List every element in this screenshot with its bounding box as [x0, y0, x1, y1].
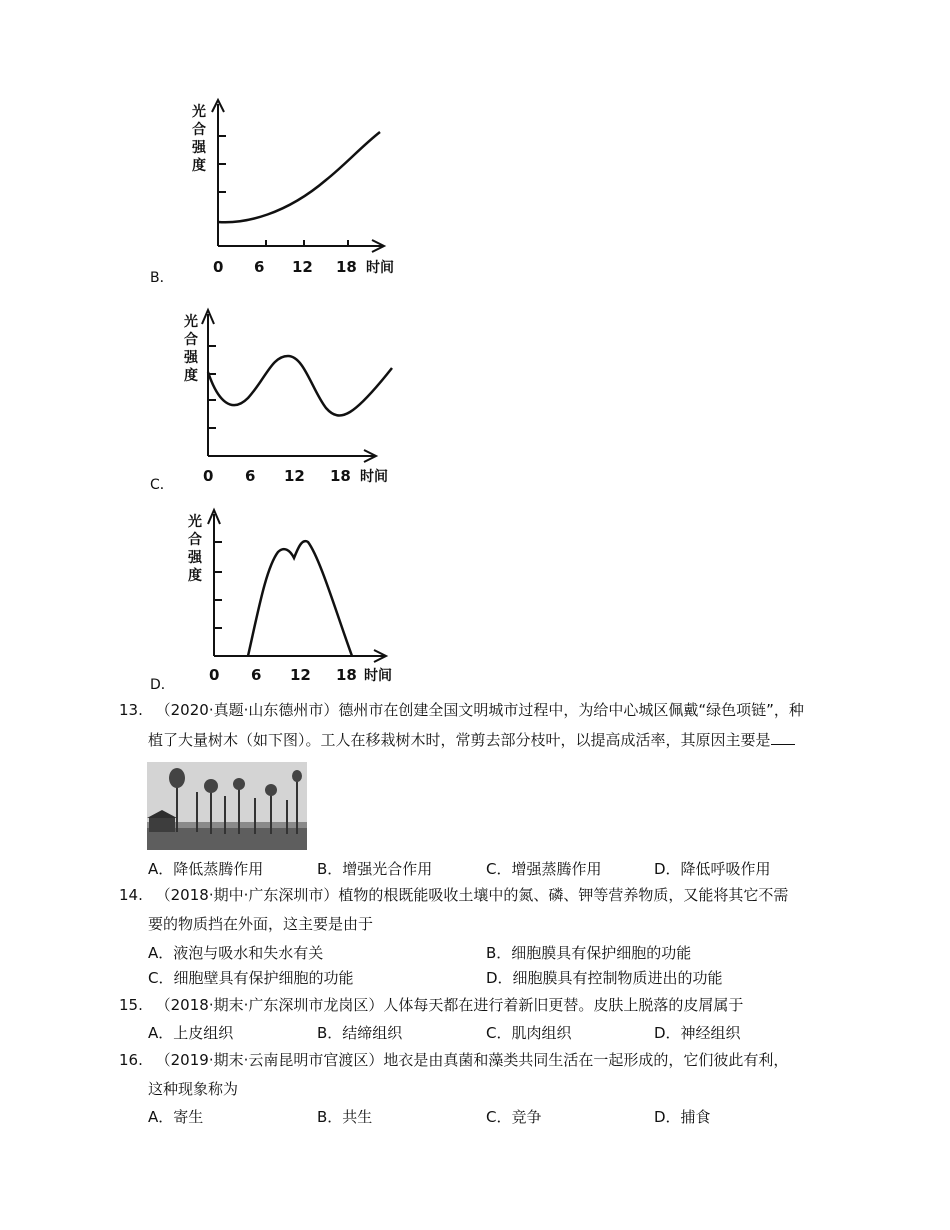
x-tick-label: 12	[290, 666, 311, 684]
graph-b-ylabel	[191, 103, 207, 174]
curve-b	[218, 132, 380, 222]
option-d-letter: D．	[150, 677, 175, 693]
q13-choice-b[interactable]: B．增强光合作用	[317, 860, 433, 878]
q16-choice-b[interactable]: B．共生	[317, 1108, 373, 1126]
q14-choice-d[interactable]: D．细胞膜具有控制物质进出的功能	[486, 969, 723, 987]
question-14-line2	[148, 912, 373, 936]
x-tick-label: 0	[213, 258, 224, 276]
x-tick-label: 6	[254, 258, 265, 276]
q16-choice-c[interactable]: C．竞争	[486, 1108, 542, 1126]
question-number: 13.	[119, 701, 143, 719]
q14-choice-c[interactable]: C．细胞壁具有保护细胞的功能	[148, 969, 354, 987]
answer-blank[interactable]	[771, 730, 795, 745]
ylabel-char: 强	[184, 350, 198, 366]
question-number: 15.	[119, 996, 143, 1014]
option-c-letter: C．	[150, 477, 174, 493]
x-axis-label: 时间	[364, 668, 392, 684]
graph-c-svg	[178, 298, 404, 488]
graph-d-ylabel	[187, 513, 203, 584]
x-tick-label: 18	[330, 467, 351, 485]
ylabel-char: 度	[188, 568, 202, 584]
question-13-line2	[148, 728, 795, 752]
q14-choice-b[interactable]: B．细胞膜具有保护细胞的功能	[486, 944, 692, 962]
ylabel-char: 合	[192, 122, 206, 138]
question-number: 14.	[119, 886, 143, 904]
q16-choice-a[interactable]: A．寄生	[148, 1108, 204, 1126]
ylabel-char: 光	[192, 104, 206, 120]
question-number: 16.	[119, 1051, 143, 1069]
graph-c-ylabel	[183, 313, 199, 384]
x-tick-label: 0	[209, 666, 220, 684]
ylabel-char: 强	[188, 550, 202, 566]
question-text: （2019·期末·云南昆明市官渡区）地衣是由真菌和藻类共同生活在一起形成的，它们彼此有利，	[155, 1051, 789, 1069]
ylabel-char: 度	[184, 368, 198, 384]
curve-c	[208, 356, 392, 415]
q15-choice-c[interactable]: C．肌肉组织	[486, 1024, 572, 1042]
tree-planting-photo	[147, 762, 307, 850]
x-tick-label: 0	[203, 467, 214, 485]
x-tick-label: 6	[245, 467, 256, 485]
option-b-letter: B．	[150, 270, 174, 286]
tree-photo-svg	[147, 762, 307, 850]
q15-choice-b[interactable]: B．结缔组织	[317, 1024, 403, 1042]
graph-c	[178, 298, 404, 492]
q14-choice-a[interactable]: A．液泡与吸水和失水有关	[148, 944, 324, 962]
graph-d-svg	[182, 502, 408, 688]
x-tick-label: 18	[336, 666, 357, 684]
x-tick-label: 12	[284, 467, 305, 485]
ylabel-char: 合	[188, 532, 202, 548]
ylabel-char: 光	[184, 314, 198, 330]
x-axis-label: 时间	[360, 469, 388, 485]
q16-choice-d[interactable]: D．捕食	[654, 1108, 711, 1126]
q15-choice-d[interactable]: D．神经组织	[654, 1024, 741, 1042]
question-text: （2018·期中·广东深圳市）植物的根既能吸收土壤中的氮、磷、钾等营养物质，又能将其它不需	[155, 886, 789, 904]
question-text: 这种现象称为	[148, 1080, 239, 1098]
curve-d	[248, 541, 352, 656]
x-tick-label: 12	[292, 258, 313, 276]
question-text: 植了大量树木（如下图）。工人在移栽树木时，常剪去部分枝叶，以提高成活率，其原因主要是	[148, 731, 771, 749]
q13-choice-d[interactable]: D．降低呼吸作用	[654, 860, 771, 878]
question-text: 要的物质挡在外面，这主要是由于	[148, 915, 374, 933]
x-tick-label: 6	[251, 666, 262, 684]
q13-choice-a[interactable]: A．降低蒸腾作用	[148, 860, 264, 878]
ylabel-char: 强	[192, 140, 206, 156]
question-16-line1	[119, 1048, 788, 1072]
question-14-line1	[119, 883, 788, 907]
question-16-line2	[148, 1077, 238, 1101]
graph-b	[186, 94, 406, 284]
question-text: （2018·期末·广东深圳市龙岗区）人体每天都在进行着新旧更替。皮肤上脱落的皮屑属于	[155, 996, 744, 1014]
graph-b-svg	[186, 94, 406, 280]
ylabel-char: 合	[184, 332, 198, 348]
q15-choice-a[interactable]: A．上皮组织	[148, 1024, 234, 1042]
question-15-line1	[119, 993, 743, 1017]
x-tick-label: 18	[336, 258, 357, 276]
ylabel-char: 度	[192, 158, 206, 174]
question-text: （2020·真题·山东德州市）德州市在创建全国文明城市过程中，为给中心城区佩戴“绿色项链”，种	[155, 701, 804, 719]
ylabel-char: 光	[188, 514, 202, 530]
question-13-line1	[119, 698, 804, 722]
x-axis-label: 时间	[366, 260, 394, 276]
graph-d	[182, 502, 408, 692]
q13-choice-c[interactable]: C．增强蒸腾作用	[486, 860, 602, 878]
